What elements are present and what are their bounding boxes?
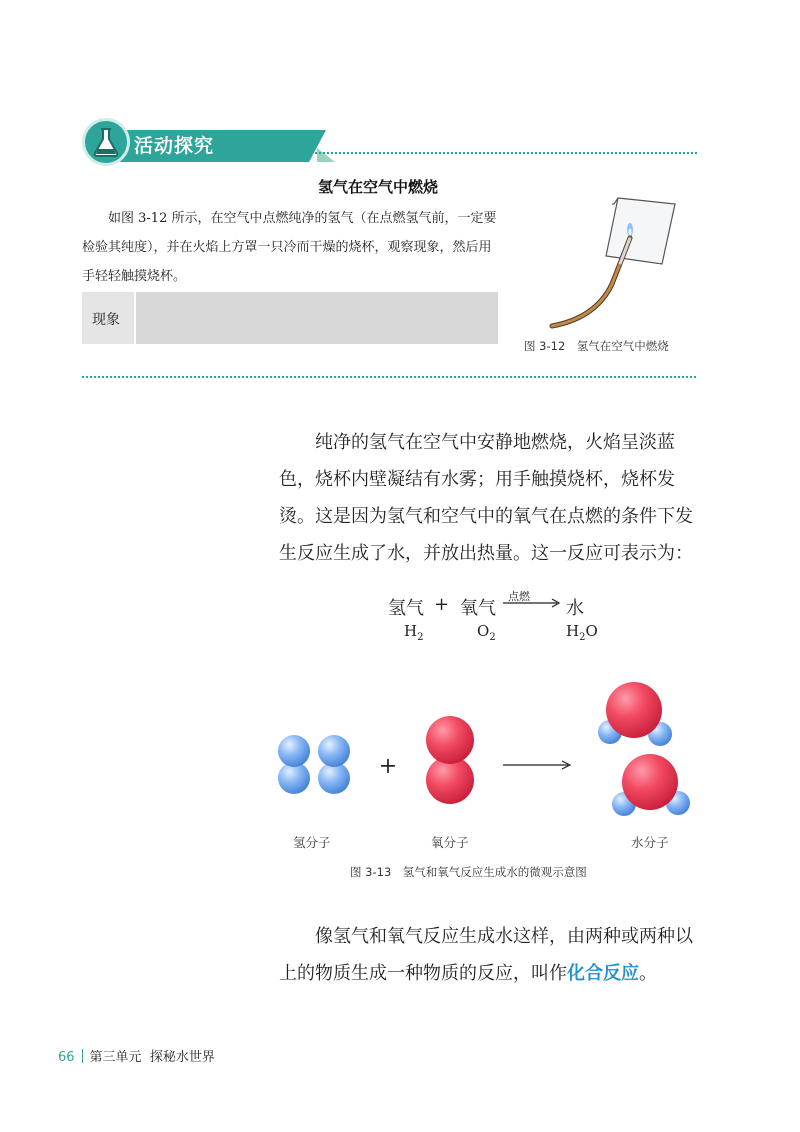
figure-3-12-caption: 图 3-12 氢气在空气中燃烧 — [524, 339, 669, 353]
dotted-divider-bottom — [82, 376, 696, 378]
equation-reactant1-formula: $H_2$ — [404, 622, 424, 643]
activity-title: 氢气在空气中燃烧 — [318, 178, 439, 196]
reaction-arrow-icon — [503, 761, 570, 769]
activity-instruction: 如图 3-12 所示，在空气中点燃纯净的氢气（在点燃氢气前，一定要检验其纯度），并在火焰上方罩一只冷而干燥的烧杯，观察现象，然后用手轻轻触摸烧杯。 — [82, 211, 497, 284]
activity-banner-label: 活动探究 — [134, 135, 215, 157]
activity-header — [82, 118, 702, 168]
definition-end: 。 — [639, 963, 657, 984]
water-molecule-icon — [612, 754, 690, 816]
definition-text: 像氢气和氧气反应生成水这样，由两种或两种以上的物质生成一种物质的反应，叫作 — [279, 926, 693, 984]
hydrogen-molecule-icon — [278, 735, 310, 794]
equation-product-formula: $H_2O$ — [566, 622, 598, 643]
equation-reactant2-name: 氧气 — [460, 598, 496, 619]
flame-icon — [627, 223, 633, 237]
equation-reactant2-formula: $O_2$ — [477, 622, 496, 643]
equation-reactant1-name: 氢气 — [388, 598, 424, 619]
dotted-divider-top — [302, 152, 697, 154]
observation-answer-cell[interactable] — [136, 292, 498, 344]
oxygen-molecule-icon — [426, 716, 474, 804]
main-paragraph: 纯净的氢气在空气中安静地燃烧，火焰呈淡蓝色，烧杯内壁凝结有水雾；用手触摸烧杯，烧杯发烫。这是因为氢气和空气中的氧气在点燃的条件下发生反应生成了水，并放出热量。这一反应可表示为： — [279, 432, 693, 564]
page-footer — [58, 1046, 215, 1065]
observation-table — [82, 292, 498, 344]
unit-label: 第三单元 — [89, 1050, 142, 1065]
hydrogen-molecule-icon — [318, 735, 350, 794]
hydrogen-burning-illustration — [540, 188, 700, 333]
unit-title: 探秘水世界 — [149, 1050, 215, 1065]
water-molecule-label: 水分子 — [631, 835, 669, 850]
banner-arrow-decoration — [317, 148, 335, 162]
reaction-arrow-icon — [503, 598, 560, 608]
equation-product-name: 水 — [566, 598, 584, 619]
page-number: 66 — [58, 1050, 75, 1065]
molecule-reaction-diagram — [270, 672, 700, 832]
footer-separator — [82, 1049, 83, 1063]
reaction-plus: + — [378, 754, 398, 779]
oxygen-molecule-label: 氧分子 — [431, 835, 469, 850]
definition-paragraph — [279, 918, 699, 992]
activity-number: 3-5 — [254, 136, 291, 160]
observation-label-cell — [82, 292, 134, 344]
beaker-icon — [606, 198, 675, 264]
figure-3-13-caption: 图 3-13 氢气和氧气反应生成水的微观示意图 — [350, 865, 587, 879]
equation-plus: + — [434, 594, 450, 615]
flask-icon — [82, 118, 130, 166]
key-term: 化合反应 — [567, 963, 639, 984]
hydrogen-molecule-label: 氢分子 — [293, 835, 331, 850]
equation-condition: 点燃 — [508, 590, 530, 603]
water-molecule-icon — [598, 682, 672, 746]
observation-label: 现象 — [92, 312, 120, 328]
